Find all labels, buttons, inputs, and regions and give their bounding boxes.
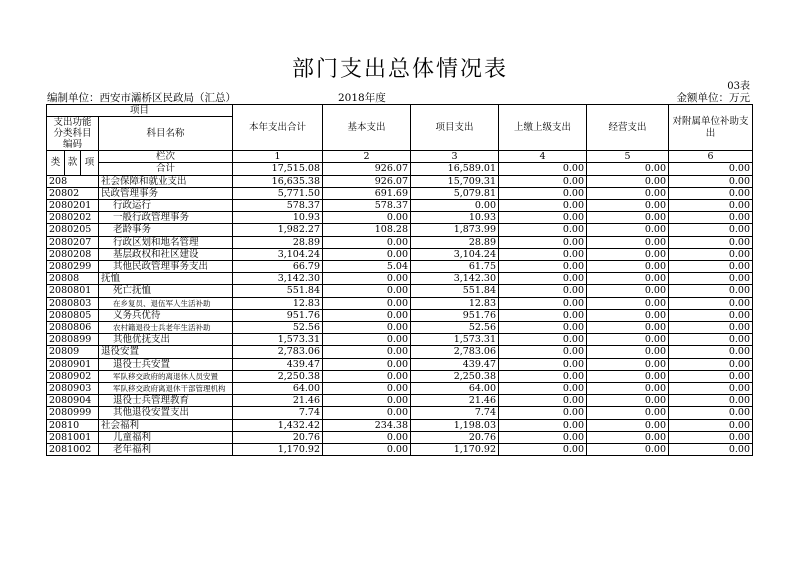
row-code: 2080205 [47, 224, 99, 236]
row-code: 2080208 [47, 248, 99, 260]
table-row [47, 236, 753, 248]
cell-value: 0.00 [669, 322, 753, 334]
cell-value: 0.00 [323, 444, 411, 456]
cell-value: 0.00 [323, 212, 411, 224]
cell-value: 0.00 [669, 297, 753, 309]
cell-value: 0.00 [587, 200, 669, 212]
row-name: 民政管理事务 [99, 187, 233, 199]
cell-value: 551.84 [233, 285, 323, 297]
cell-value: 0.00 [499, 370, 587, 382]
cell-value: 951.76 [233, 309, 323, 321]
table-row [47, 346, 753, 358]
cell-value: 12.83 [233, 297, 323, 309]
col-index: 3 [411, 151, 499, 163]
header-func-code: 支出功能分类科目编码 [47, 117, 99, 151]
cell-value: 20.76 [233, 431, 323, 443]
row-name: 其他退役安置支出 [99, 407, 233, 419]
row-name: 军队移交政府离退休干部管理机构 [99, 383, 233, 395]
row-code: 2080803 [47, 297, 99, 309]
cell-value: 0.00 [323, 309, 411, 321]
cell-value: 0.00 [323, 285, 411, 297]
cell-value: 0.00 [499, 346, 587, 358]
cell-value: 439.47 [233, 358, 323, 370]
cell-value: 0.00 [669, 334, 753, 346]
cell-value: 0.00 [323, 248, 411, 260]
total-row [47, 163, 753, 175]
row-code: 2081002 [47, 444, 99, 456]
cell-value: 0.00 [499, 212, 587, 224]
cell-value: 0.00 [669, 419, 753, 431]
col-index: 1 [233, 151, 323, 163]
row-code: 20810 [47, 419, 99, 431]
table-row [47, 273, 753, 285]
row-name: 社会福利 [99, 419, 233, 431]
cell-value: 0.00 [669, 346, 753, 358]
cell-value: 0.00 [499, 285, 587, 297]
cell-value: 1,873.99 [411, 224, 499, 236]
cell-value: 0.00 [499, 163, 587, 175]
row-name: 基层政权和社区建设 [99, 248, 233, 260]
cell-value: 0.00 [499, 175, 587, 187]
header-upper: 上缴上级支出 [499, 105, 587, 151]
row-name: 儿童福利 [99, 431, 233, 443]
cell-value: 0.00 [587, 248, 669, 260]
cell-value: 1,170.92 [233, 444, 323, 456]
header-xiang: 项 [81, 151, 99, 175]
cell-value: 926.07 [323, 163, 411, 175]
cell-value: 0.00 [587, 444, 669, 456]
cell-value: 0.00 [587, 212, 669, 224]
row-name: 行政区划和地名管理 [99, 236, 233, 248]
table-row [47, 322, 753, 334]
cell-value: 0.00 [587, 187, 669, 199]
col-index: 5 [587, 151, 669, 163]
row-name: 行政运行 [99, 200, 233, 212]
cell-value: 691.69 [323, 187, 411, 199]
cell-value: 66.79 [233, 261, 323, 273]
row-name: 合计 [99, 163, 233, 175]
cell-value: 0.00 [669, 187, 753, 199]
header-item: 项目支出 [411, 105, 499, 151]
table-row [47, 200, 753, 212]
cell-value: 0.00 [587, 431, 669, 443]
cell-value: 28.89 [411, 236, 499, 248]
amount-unit: 金额单位：万元 [676, 92, 750, 104]
page-title: 部门支出总体情况表 [291, 57, 508, 82]
cell-value: 3,104.24 [411, 248, 499, 260]
cell-value: 0.00 [499, 395, 587, 407]
cell-value: 0.00 [669, 358, 753, 370]
cell-value: 15,709.31 [411, 175, 499, 187]
cell-value: 12.83 [411, 297, 499, 309]
row-name: 其他优抚支出 [99, 334, 233, 346]
cell-value: 20.76 [411, 431, 499, 443]
cell-value: 64.00 [411, 383, 499, 395]
cell-value: 0.00 [499, 358, 587, 370]
cell-value: 1,170.92 [411, 444, 499, 456]
cell-value: 0.00 [587, 370, 669, 382]
cell-value: 0.00 [587, 273, 669, 285]
cell-value: 0.00 [669, 444, 753, 456]
cell-value: 0.00 [669, 248, 753, 260]
table-row [47, 334, 753, 346]
cell-value: 10.93 [233, 212, 323, 224]
row-name: 老龄事务 [99, 224, 233, 236]
cell-value: 951.76 [411, 309, 499, 321]
cell-value: 28.89 [233, 236, 323, 248]
cell-value: 0.00 [587, 334, 669, 346]
table-row [47, 370, 753, 382]
cell-value: 2,783.06 [411, 346, 499, 358]
row-code: 2080902 [47, 370, 99, 382]
cell-value: 0.00 [669, 200, 753, 212]
header-subsidy: 对附属单位补助支出 [669, 105, 753, 151]
table-row [47, 224, 753, 236]
table-row [47, 383, 753, 395]
cell-value: 0.00 [499, 419, 587, 431]
row-name: 退役士兵管理教育 [99, 395, 233, 407]
cell-value: 52.56 [233, 322, 323, 334]
table-row [47, 175, 753, 187]
col-index: 4 [499, 151, 587, 163]
cell-value: 0.00 [587, 358, 669, 370]
cell-value: 108.28 [323, 224, 411, 236]
cell-value: 0.00 [499, 200, 587, 212]
header-basic: 基本支出 [323, 105, 411, 151]
cell-value: 0.00 [323, 322, 411, 334]
cell-value: 61.75 [411, 261, 499, 273]
header-lanci: 栏次 [99, 151, 233, 163]
cell-value: 1,573.31 [411, 334, 499, 346]
cell-value: 0.00 [587, 419, 669, 431]
table-row [47, 444, 753, 456]
cell-value: 1,982.27 [233, 224, 323, 236]
col-index: 2 [323, 151, 411, 163]
row-code: 2080903 [47, 383, 99, 395]
cell-value: 0.00 [411, 200, 499, 212]
table-row [47, 431, 753, 443]
cell-value: 0.00 [499, 444, 587, 456]
cell-value: 0.00 [323, 431, 411, 443]
cell-value: 0.00 [669, 395, 753, 407]
cell-value: 0.00 [669, 285, 753, 297]
cell-value: 10.93 [411, 212, 499, 224]
cell-value: 0.00 [669, 261, 753, 273]
row-name: 死亡抚恤 [99, 285, 233, 297]
row-code: 2080999 [47, 407, 99, 419]
cell-value: 0.00 [499, 273, 587, 285]
table-row [47, 407, 753, 419]
cell-value: 7.74 [411, 407, 499, 419]
cell-value: 0.00 [323, 407, 411, 419]
row-code: 2080201 [47, 200, 99, 212]
cell-value: 926.07 [323, 175, 411, 187]
cell-value: 17,515.08 [233, 163, 323, 175]
cell-value: 5,079.81 [411, 187, 499, 199]
cell-value: 0.00 [669, 236, 753, 248]
cell-value: 0.00 [587, 261, 669, 273]
header-lei: 类 [47, 151, 65, 175]
cell-value: 0.00 [587, 236, 669, 248]
col-index: 6 [669, 151, 753, 163]
table-row [47, 419, 753, 431]
cell-value: 2,783.06 [233, 346, 323, 358]
table-row [47, 285, 753, 297]
cell-value: 0.00 [669, 370, 753, 382]
cell-value: 0.00 [587, 346, 669, 358]
cell-value: 0.00 [499, 224, 587, 236]
cell-value: 7.74 [233, 407, 323, 419]
row-code: 20809 [47, 346, 99, 358]
cell-value: 0.00 [499, 334, 587, 346]
table-row [47, 309, 753, 321]
cell-value: 3,104.24 [233, 248, 323, 260]
header-operating: 经营支出 [587, 105, 669, 151]
cell-value: 5.04 [323, 261, 411, 273]
table-row [47, 358, 753, 370]
cell-value: 234.38 [323, 419, 411, 431]
row-code: 208 [47, 175, 99, 187]
row-code: 2080901 [47, 358, 99, 370]
cell-value: 21.46 [233, 395, 323, 407]
cell-value: 0.00 [499, 431, 587, 443]
cell-value: 0.00 [323, 297, 411, 309]
cell-value: 0.00 [669, 309, 753, 321]
cell-value: 0.00 [499, 248, 587, 260]
cell-value: 578.37 [323, 200, 411, 212]
compiling-unit: 编制单位：西安市灞桥区民政局（汇总） [47, 92, 236, 104]
row-name: 义务兵优待 [99, 309, 233, 321]
cell-value: 0.00 [669, 175, 753, 187]
cell-value: 0.00 [499, 383, 587, 395]
row-code: 2081001 [47, 431, 99, 443]
cell-value: 1,573.31 [233, 334, 323, 346]
cell-value: 2,250.38 [411, 370, 499, 382]
cell-value: 0.00 [323, 334, 411, 346]
cell-value: 0.00 [323, 346, 411, 358]
cell-value: 16,635.38 [233, 175, 323, 187]
table-row [47, 248, 753, 260]
cell-value: 0.00 [587, 224, 669, 236]
cell-value: 0.00 [323, 273, 411, 285]
cell-value: 0.00 [323, 383, 411, 395]
cell-value: 0.00 [323, 370, 411, 382]
row-name: 其他民政管理事务支出 [99, 261, 233, 273]
header-subject-name: 科目名称 [99, 117, 233, 151]
row-name: 老年福利 [99, 444, 233, 456]
cell-value: 0.00 [587, 285, 669, 297]
cell-value: 0.00 [499, 309, 587, 321]
form-number: 03表 [727, 81, 750, 92]
cell-value: 0.00 [587, 163, 669, 175]
cell-value: 439.47 [411, 358, 499, 370]
cell-value: 0.00 [587, 322, 669, 334]
cell-value: 0.00 [499, 322, 587, 334]
row-code: 2080899 [47, 334, 99, 346]
cell-value: 0.00 [669, 407, 753, 419]
cell-value: 0.00 [499, 297, 587, 309]
row-code: 2080202 [47, 212, 99, 224]
cell-value: 0.00 [323, 236, 411, 248]
row-code: 20802 [47, 187, 99, 199]
cell-value: 0.00 [323, 395, 411, 407]
expenditure-table [46, 104, 753, 456]
header-kuan: 款 [65, 151, 81, 175]
row-code: 2080801 [47, 285, 99, 297]
cell-value: 3,142.30 [411, 273, 499, 285]
row-name: 退役安置 [99, 346, 233, 358]
row-code: 2080207 [47, 236, 99, 248]
table-row [47, 395, 753, 407]
cell-value: 3,142.30 [233, 273, 323, 285]
report-year: 2018年度 [338, 92, 386, 104]
header-project: 项目 [47, 105, 233, 117]
row-name: 社会保障和就业支出 [99, 175, 233, 187]
cell-value: 1,198.03 [411, 419, 499, 431]
cell-value: 0.00 [587, 309, 669, 321]
row-name: 退役士兵安置 [99, 358, 233, 370]
table-row [47, 212, 753, 224]
cell-value: 0.00 [587, 407, 669, 419]
cell-value: 0.00 [499, 407, 587, 419]
table-row [47, 187, 753, 199]
cell-value: 0.00 [587, 395, 669, 407]
row-name: 农村籍退役士兵老年生活补助 [99, 322, 233, 334]
cell-value: 21.46 [411, 395, 499, 407]
row-name: 一般行政管理事务 [99, 212, 233, 224]
cell-value: 0.00 [499, 261, 587, 273]
cell-value: 0.00 [669, 163, 753, 175]
cell-value: 0.00 [669, 431, 753, 443]
table-row [47, 297, 753, 309]
table-row [47, 261, 753, 273]
row-code: 20808 [47, 273, 99, 285]
cell-value: 64.00 [233, 383, 323, 395]
row-code: 2080805 [47, 309, 99, 321]
row-name: 在乡复员、退伍军人生活补助 [99, 297, 233, 309]
cell-value: 52.56 [411, 322, 499, 334]
cell-value: 578.37 [233, 200, 323, 212]
row-code: 2080299 [47, 261, 99, 273]
cell-value: 0.00 [499, 236, 587, 248]
cell-value: 0.00 [669, 383, 753, 395]
header-total: 本年支出合计 [233, 105, 323, 151]
cell-value: 0.00 [323, 358, 411, 370]
cell-value: 551.84 [411, 285, 499, 297]
cell-value: 0.00 [499, 187, 587, 199]
cell-value: 0.00 [587, 175, 669, 187]
cell-value: 1,432.42 [233, 419, 323, 431]
row-name: 抚恤 [99, 273, 233, 285]
cell-value: 0.00 [587, 383, 669, 395]
row-name: 军队移交政府的离退休人员安置 [99, 370, 233, 382]
cell-value: 0.00 [669, 273, 753, 285]
cell-value: 2,250.38 [233, 370, 323, 382]
cell-value: 0.00 [669, 212, 753, 224]
cell-value: 0.00 [587, 297, 669, 309]
row-code: 2080806 [47, 322, 99, 334]
cell-value: 5,771.50 [233, 187, 323, 199]
cell-value: 0.00 [669, 224, 753, 236]
row-code: 2080904 [47, 395, 99, 407]
cell-value: 16,589.01 [411, 163, 499, 175]
